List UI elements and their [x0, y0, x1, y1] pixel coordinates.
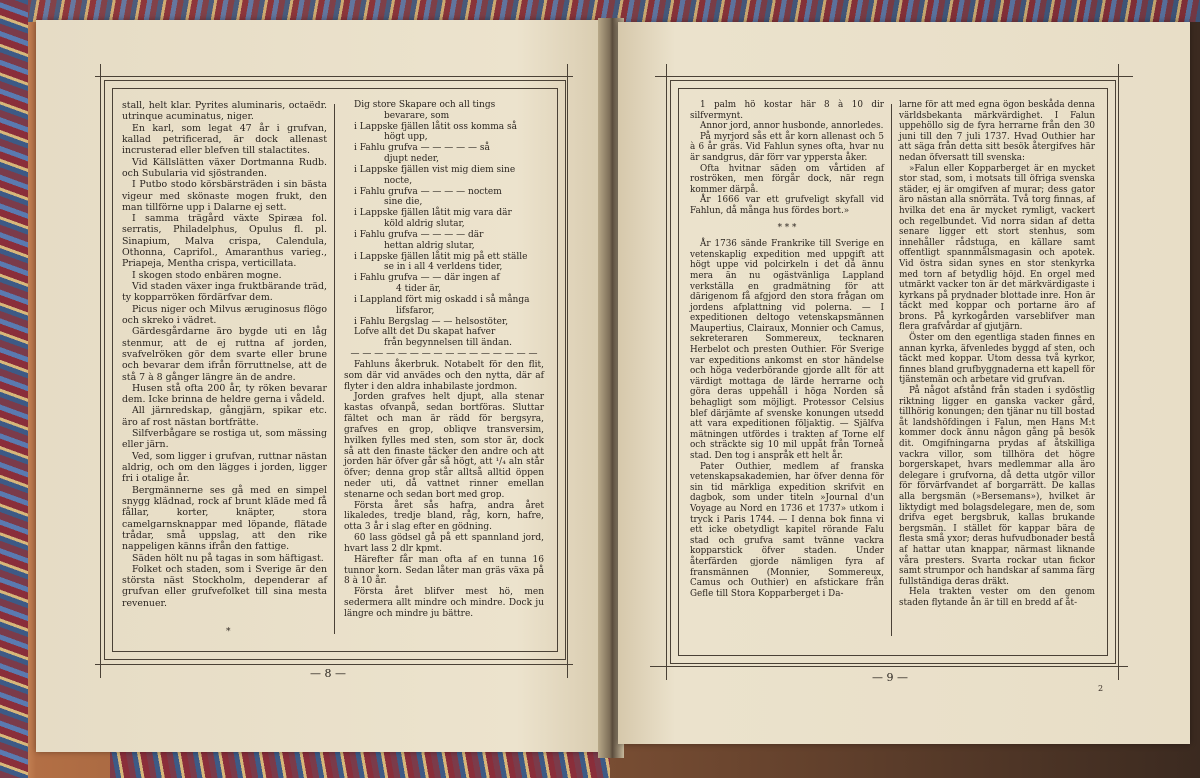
paragraph: Husen stå ofta 200 år, ty röken bevarar dem. Icke brinna de heldre gerna i vådeld.	[122, 382, 327, 406]
poem-line: i Fahlu grufva — — — — noctem	[354, 186, 502, 197]
paragraph: Första året sås hafra, andra året likaledes, tredje bland, råg, korn, hafre, otta 3 år i slag efter en gödning.	[344, 500, 544, 533]
paragraph: 60 lass gödsel gå på ett spannland jord, hvart lass 2 dlr kpmt.	[344, 533, 544, 554]
poem-line: Dig store Skapare och all tings	[354, 100, 496, 110]
page-number-left: — 8 —	[310, 667, 346, 680]
left-crop-bottom	[95, 664, 573, 665]
left-crop-left	[100, 64, 101, 678]
poem-line: Lofve allt det Du skapat hafver	[354, 327, 496, 338]
poem-line: sine die,	[384, 197, 423, 208]
section-stars: * * *	[777, 222, 797, 233]
marbled-cover-left	[0, 0, 28, 778]
paragraph: I samma trägård växte Spiræa fol. serratis, Philadelphus, Opulus fl. pl. Sinapium, Malva crispa, Calendula, Othonna, Caprifol., Amaranthus varieg., Priapeja, Mentha crispa, verticillata.	[122, 213, 327, 270]
signature-mark: 2	[1098, 684, 1104, 693]
left-crop-right	[567, 64, 568, 678]
poem-line: i Lappske fjällen låtit oss komma så	[354, 121, 517, 132]
poem-line: se in i all 4 verldens tider,	[384, 262, 503, 273]
right-crop-right	[1118, 64, 1119, 680]
paragraph: År 1666 var ett grufveligt skyfall vid Fahlun, då många hus fördes bort.»	[690, 195, 884, 216]
poem-line: från begynnelsen till ändan.	[384, 338, 513, 349]
page-number-right: — 9 —	[872, 671, 908, 684]
paragraph: Hela trakten vester om den genom staden flytande ån är till en bredd af åt-	[899, 587, 1095, 608]
paragraph: Jorden grafves helt djupt, alla stenar kastas ofvanpå, sedan bortföras. Sluttar fältet och man är rädd för bergsyra, grafves en grop, obliqve transversim, hvilken fylles med sten, som stor är, dock så att den finaste täcker den andre och att jorden här öfver går så högt, att ¹/₄ aln står öfver; denna grop står alltså alltid öppen neder uti, då vattnet rinner emellan stenarne och sedan bort med grop.	[344, 392, 544, 500]
paragraph: 1 palm hö kostar här 8 à 10 dir silfvermynt.	[690, 100, 884, 121]
right-page-column-2	[899, 100, 1095, 609]
poem-line: i Lappske fjällen låtit mig vara där	[354, 208, 512, 219]
poem-line: i Fahlu grufva — — — — där	[354, 229, 484, 240]
paragraph: Säden hölt nu på tagas in som häftigast.	[132, 552, 324, 564]
poem-line: 4 tider är,	[396, 284, 441, 295]
paragraph: Annor jord, annor husbonde, annorledes.	[700, 121, 884, 132]
paragraph: Ofta hvitnar säden om vårtiden af roströken, men förgår dock, när regn kommer därpå.	[690, 163, 884, 195]
poem-line: köld aldrig slutar,	[384, 219, 465, 230]
paragraph: På myrjord sås ett år korn allenast och 5 à 6 år gräs. Vid Fahlun synes ofta, hvar nu är sandgrus, där förr var yppersta åker.	[690, 131, 884, 163]
paragraph: Folket och staden, som i Sverige är den största näst Stockholm, dependerar af grufvan eller grufvefolket till sina mesta revenuer.	[122, 563, 327, 609]
poem-line: i Lappland fört mig oskadd i så många	[354, 294, 530, 305]
paragraph: En karl, som legat 47 år i grufvan, kallad petrificerad, är dock allenast incrusterad eller blefven till stalactites.	[122, 122, 327, 157]
paragraph: Picus niger och Milvus æruginosus flögo och skreko i vädret.	[122, 303, 327, 326]
paragraph: Vid Källslätten växer Dortmanna Rudb. och Subularia vid sjöstranden.	[122, 156, 327, 179]
paragraph: larne för att med egna ögon beskåda denna världsbekanta märkvärdighet. I Falun uppehöllo sig de fyra herrarne från den 30 juni till den 7 juli 1737. Hvad Outhier har att säga från detta sitt besök återgifves här nedan öfversatt till svenska:	[899, 100, 1095, 163]
poem-line: i Lappske fjällen låtit mig på ett ställe	[354, 251, 528, 262]
paragraph: Öster om den egentliga staden finnes en annan kyrka, äfvenledes byggd af sten, och täckt med koppar. Utom dessa två kyrkor, finnes bland grufbyggnaderna ett kapell för tjänstemän och arbetare vid grufvan.	[899, 333, 1095, 386]
poem-line: lifsfaror,	[396, 305, 435, 316]
paragraph: Bergmännerne ses gå med en simpel snygg klädnad, rock af brunt kläde med få fållar, korter, knäpter, stora camelgarnsknappar med löpande, flätade trådar, små uppslag, att den rike nappeligen känns ifrån den fattige.	[122, 484, 327, 553]
paragraph: Gärdesgårdarne äro bygde uti en låg stenmur, att de ej ruttna af jorden, svafvelröken gör dem svarte eller brune och bevarar dem ifrån förruttnelse, att de stå 7 à 8 gånger längre än de andre.	[122, 326, 327, 383]
paragraph: Första året blifver mest hö, men sedermera allt mindre och mindre. Dock ju längre och mindre ju bättre.	[344, 587, 544, 619]
paragraph: I skogen stodo enbären mogne.	[132, 269, 282, 281]
poem-line: djupt neder,	[384, 154, 439, 165]
paragraph: Ved, som ligger i grufvan, ruttnar nästan aldrig, och om den lägges i jorden, ligger fri i otalige år.	[122, 450, 327, 485]
paragraph: Härefter får man ofta af en tunna 16 tunnor korn. Sedan låter man gräs växa på 8 à 10 år.	[344, 554, 544, 587]
right-crop-left	[666, 64, 667, 680]
paragraph: År 1736 sände Frankrike till Sverige en vetenskaplig expedition med uppgift att högt uppe vid polcirkeln i det då ännu mera än nu ogästvänliga Lappland verkställa en gradmätning för att därigenom få afgjord den stora frågan om jordens afplattning vid polerna. — I expeditionen deltogo vetenskapsmännen Maupertius, Clairaux, Monnier och Camus, sekreteraren Sommereux, tecknaren Herbelot och presten Outhier. För Sverige var expeditions ankomst en stor händelse och höga vederbörande gjorde allt för att värdigt mottaga de lärde herrarne och göra deras uppehåll i höga Norden så behagligt som möjligt. Protessor Celsius blef därjämte af svenske konungen utsedd att vara expeditionen följaktig. — Själfva mätningen utfördes i trakten af Torne elf och sträckte sig 10 mil uppåt från Torneå stad. Den tog i anspråk ett helt år.	[690, 239, 884, 461]
poem-line: i Lappske fjällen vist mig diem sine	[354, 164, 516, 175]
paragraph: Fahluns åkerbruk. Notabelt för den flit, som där vid anvädes och den nytta, där af flyter i den aldra inhabilaste jordmon.	[344, 359, 544, 392]
paragraph: Pater Outhier, medlem af franska vetenskapsakademien, har öfver denna för sin tid märkliga expedition skrifvit en dagbok, som under titeln »Journal d'un Voyage au Nord en 1736 et 1737» utkom i tryck i Paris 1744. — I denna bok finna vi ett icke obetydligt kapitel rörande Falu stad och grufva samt tvänne vackra kopparstick öfver staden. Under återfärden gjorde nämligen fyra af fransmännen (Monnier, Sommereux, Camus och Outhier) en afstickare från Gefle till Stora Kopparberget i Da-	[690, 461, 884, 599]
left-page-column-1	[122, 100, 327, 609]
poem-line: i Fahlu grufva — — — — — så	[354, 143, 490, 154]
poem-line: hettan aldrig slutar,	[384, 240, 475, 251]
paragraph: stall, helt klar. Pyrites aluminaris, octaëdr. utrinque acuminatus, niger.	[122, 100, 327, 123]
paragraph: All järnredskap, gångjärn, spikar etc. äro af rost nästan bortfrätte.	[122, 405, 327, 428]
right-crop-top	[655, 76, 1133, 77]
left-column-divider	[334, 104, 335, 634]
poem-line: högt upp,	[384, 132, 428, 143]
poem-line: nocte,	[384, 175, 413, 186]
right-column-divider	[891, 104, 892, 636]
left-crop-top	[95, 76, 573, 77]
paragraph: »Falun eller Kopparberget är en mycket stor stad, som, i motsats till öfriga svenska städer, ej är omgifven af murar; dess gator äro nästan alla snörräta. Två torg finnas, af hvilka det ena är mycket rymligt, vackert och regelbundet. Vid norra sidan af detta senare ligger ett stort stenhus, som innehåller rådstuga, en källare samt offentligt spannmålsmagasin och apotek. Vid östra sidan synes en stor stenkyrka med torn af betydlig höjd. En orgel med utmärkt vacker ton är det märkvärdigaste i kyrkans på prydnader blottade inre. Hon är täckt med koppar och portarne äro af brons. På kyrkogården varseblifver man flera grafvårdar af gjutjärn.	[899, 163, 1095, 333]
poem-line: bevarare, som	[384, 110, 450, 121]
right-page-column-1	[690, 100, 884, 599]
left-page-column-2	[344, 100, 544, 620]
poem-rule: — — — — — — — — — — — — — — — —	[350, 349, 538, 360]
right-crop-bottom	[650, 666, 1128, 667]
paragraph: Silfverbågare se rostiga ut, som mässing eller järn.	[122, 428, 327, 451]
paragraph: I Putbo stodo körsbärsträden i sin bästa vigeur med skönaste mogen frukt, den man tillförne upp i Dalarne ej sett.	[122, 179, 327, 213]
paragraph: På något afstånd från staden i sydöstlig riktning ligger en ganska vacker gård, tillhörig konungen; den tjänar nu till bostad åt landshöfdingen i Falun, men Hans M:t kommer dock ännu någon gång på besök dit. Omgifningarna prydas af åtskilliga vackra villor, som tillhöra det högre borgerskapet, hvars medlemmar alla äro delegare i grufvorna, då detta utgör villor för förvärfvandet af borgarrätt. De kallas alla bergsmän (»Bersemans»), hvilket är liktydigt med bolagsdelegare, men de, som drifva eget bergsbruk, kallas brukande bergsmän. I stället för kappar bära de flesta små yxor; deras hufvudbonader bestå af hattar utan knappar, närmast liknande våra presters. Svarta rockar utan fickor samt strumpor och handskar af samma färg fullständiga deras dräkt.	[899, 386, 1095, 587]
poem-line: i Fahlu grufva — — där ingen af	[354, 273, 500, 284]
paragraph: Vid staden växer inga fruktbärande träd, ty kopparröken fördärfvar dem.	[122, 281, 327, 304]
poem-line: i Fahlu Bergslag — — helsostöter,	[354, 316, 509, 327]
section-star: *	[226, 627, 231, 637]
